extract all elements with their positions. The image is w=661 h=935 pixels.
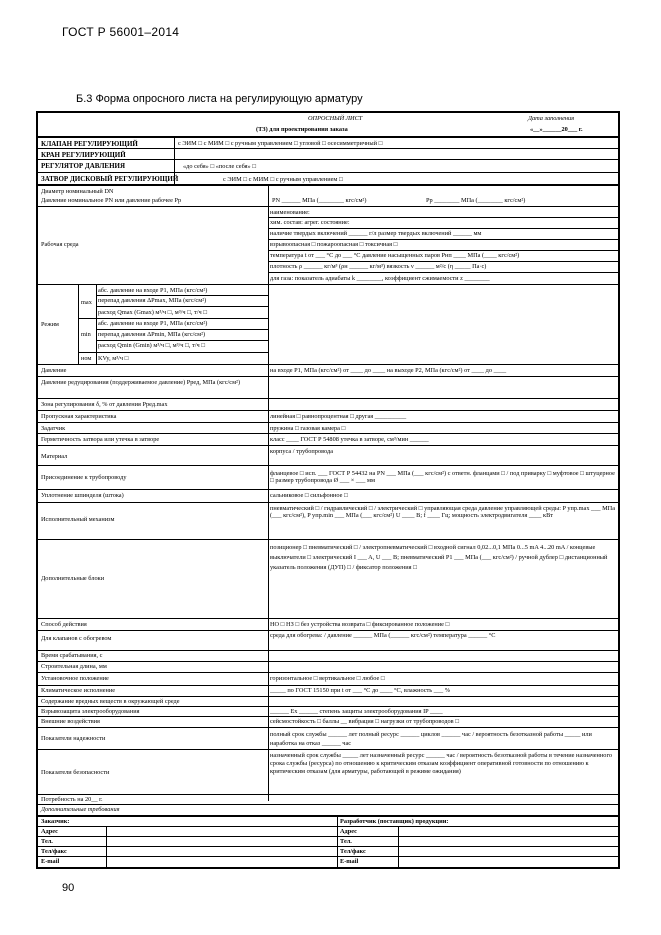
mode-max: max: [81, 299, 92, 306]
row-label-external: Внешние воздействия: [41, 718, 100, 725]
customer-fax-label: Тел/факс: [41, 848, 67, 855]
developer-address-label: Адрес: [340, 828, 357, 835]
row-label-heating: Для клапанов с обогревом: [41, 635, 112, 642]
row-value-orientation[interactable]: горизонтальное □ вертикальное □ любое □: [270, 675, 385, 682]
pp-value[interactable]: Pp ________ МПа (________ кгс/см²): [426, 197, 526, 204]
mode-row[interactable]: расход Qmax (Gmax) м³/ч □, м³/ч □, т/ч □: [98, 309, 208, 316]
row-label-explosion: Взрывозащита электрооборудования: [41, 708, 140, 715]
row-label-climate: Климатическое исполнение: [41, 687, 116, 694]
type-row-regulator-options[interactable]: «до себя» □ «после себя» □: [183, 163, 257, 170]
customer-phone-label: Тел.: [41, 838, 53, 845]
mode-row[interactable]: абс. давление на входе P1, МПа (кгс/см²): [98, 287, 208, 294]
row-value-heating[interactable]: среда для обогрева: / давление ______ МПа (______ кгс/см²) температура ______ °С: [270, 632, 496, 639]
page-number: 90: [62, 882, 75, 894]
row-value-extra-blocks[interactable]: позиционер □ пневматический □ / электропневматический □ входной сигнал 0,02...0,1 МПа 0...5 mA 4...20 mA / концевые выключатели □ электрический I ___ A, U ___ B; пневматический P1 ___ МПа (___ кгс/см²) / ручной дублер □ дистанционный указатель положения (ДУП) □ / фиксатор положения □: [270, 544, 608, 572]
row-label-reliability: Показатели надежности: [41, 735, 106, 742]
questionnaire-form: [36, 111, 620, 869]
row-value-setter[interactable]: пружина □ газовая камера □: [270, 425, 346, 432]
section-title: Б.3 Форма опросного листа на регулирующую арматуру: [76, 93, 363, 105]
row-label-characteristic: Пропускная характеристика: [41, 413, 117, 420]
medium-label: Рабочая среда: [41, 241, 79, 248]
row-label-hazards: Содержание вредных веществ в окружающей среде: [41, 698, 180, 705]
row-value-climate[interactable]: _____ по ГОСТ 15150 при t от ___ °С до ____ °С, влажность ___ %: [270, 687, 451, 694]
row-label-setter: Задатчик: [41, 425, 66, 432]
row-value-seal[interactable]: сальниковое □ сильфонное □: [270, 492, 348, 499]
type-row-disk: ЗАТВОР ДИСКОВЫЙ РЕГУЛИРУЮЩИЙ: [41, 175, 179, 183]
type-row-regulator: РЕГУЛЯТОР ДАВЛЕНИЯ: [41, 162, 126, 170]
type-row-disk-options[interactable]: с ЭИМ □ с МИМ □ с ручным управлением □: [223, 176, 343, 183]
row-label-action: Способ действия: [41, 621, 87, 628]
type-row-valve-options[interactable]: с ЭИМ □ с МИМ □ с ручным управлением □ угловой □ осесимметричный □: [178, 140, 383, 147]
medium-row[interactable]: хим. состав: агрег. состояние:: [270, 219, 350, 226]
standard-header: ГОСТ Р 56001–2014: [62, 25, 180, 39]
medium-row[interactable]: взрывоопасная □ пожароопасная □ токсичная □: [270, 241, 398, 248]
medium-row[interactable]: температура t от ___ °С до ___ °С давление насыщенных паров Pнп ____ МПа (____ кгс/см²): [270, 252, 520, 259]
row-label-extra-requirements: Дополнительные требования: [41, 806, 120, 813]
row-label-orientation: Установочное положение: [41, 675, 109, 682]
mode-row[interactable]: перепад давления ΔPmax, МПа (кгс/см²): [98, 297, 207, 304]
row-label-tightness: Герметичность затвора или утечка в затворе: [41, 436, 160, 443]
row-value-external[interactable]: сейсмостойкость □ баллы __ вибрация □ нагрузки от трубопроводов □: [270, 718, 460, 725]
mode-row[interactable]: перепад давления ΔPmin, МПа (кгс/см²): [98, 331, 206, 338]
row-label-demand: Потребность на 20__ г.: [41, 796, 103, 803]
mode-row[interactable]: абс. давление на входе P1, МПа (кгс/см²): [98, 320, 208, 327]
row-label-pressure: Давление: [41, 367, 67, 374]
row-label-extra-blocks: Дополнительные блоки: [41, 575, 105, 582]
mode-row[interactable]: расход Qmin (Gmin) м³/ч □, м³/ч □, т/ч □: [98, 342, 206, 349]
row-label-length: Строительная длина, мм: [41, 663, 107, 670]
form-title: ОПРОСНЫЙ ЛИСТ: [308, 115, 363, 122]
developer-fax-label: Тел/факс: [340, 848, 366, 855]
medium-row[interactable]: наименование:: [270, 209, 310, 216]
medium-row[interactable]: для газа: показатель адиабаты k ________, коэффициент сжимаемости z ________: [270, 275, 490, 282]
type-row-valve: КЛАПАН РЕГУЛИРУЮЩИЙ: [41, 140, 138, 148]
row-value-safety[interactable]: назначенный срок службы _____ лет назначенный ресурс ______ час / вероятность безотказной работы в течение назначенного срока службы (ресурса) по отношению к критическим отказам коэффициент оперативной готовности по отношению к критическим отказам (для арматуры, работающей в режиме ожидания): [270, 752, 613, 776]
row-label-response-time: Время срабатывания, с: [41, 652, 103, 659]
mode-nom: ном: [81, 355, 92, 362]
mode-min: min: [81, 331, 91, 338]
row-label-zone: Зона регулирования δ, % от давления Pред.max: [41, 401, 168, 408]
row-label-safety: Показатели безопасности: [41, 769, 110, 776]
date-value[interactable]: «__»______20___ г.: [530, 126, 583, 133]
medium-row[interactable]: наличие твердых включений ______ г/л размер твердых включений ______ мм: [270, 230, 482, 237]
row-value-characteristic[interactable]: линейная □ равнопроцентная □ другая __________: [270, 413, 407, 420]
developer-title: Разработчик (поставщик) продукции:: [340, 818, 449, 825]
row-value-material[interactable]: корпуса / трубопровода: [270, 448, 333, 455]
developer-phone-label: Тел.: [340, 838, 352, 845]
row-value-actuator[interactable]: пневматический □ / гидравлический □ / электрический □ управляющая среда давление управляющей среды: P упр.max ___ МПа (___ кгс/см²), P упр.min ___ МПа (___ кгс/см²) U ____ B; f ____ Гц; мощность электродвигателя ____ кВт: [270, 505, 616, 520]
row-label-actuator: Исполнительный механизм: [41, 516, 115, 523]
row-value-explosion[interactable]: ______ Ex ______ степень защиты электрооборудования IP ____: [270, 708, 443, 715]
medium-row[interactable]: плотность ρ ______ кг/м³ (ρн ______ кг/м³) вязкость ν ______ м²/с (η _____ Па·с): [270, 263, 487, 270]
customer-title: Заказчик:: [41, 818, 70, 825]
row-value-action[interactable]: НО □ НЗ □ без устройства возврата □ фиксированное положение □: [270, 621, 450, 628]
row-value-connection[interactable]: фланцевое □ исп. ___ ГОСТ Р 54432 на PN ___ МПа (___ кгс/см²) с ответн. фланцами □ / под приварку □ муфтовое □ штуцерное □ размер трубопровода Ø ___ × ___ мм: [270, 470, 615, 485]
row-label-connection: Присоединение к трубопроводу: [41, 474, 127, 481]
pn-value[interactable]: PN ______ МПа (________ кгс/см²): [272, 197, 367, 204]
row-label-material: Материал: [41, 453, 68, 460]
row-label-reduction: Давление редуцирования (поддерживаемое давление) Pред, МПа (кгс/см²): [41, 379, 241, 386]
type-row-tap: КРАН РЕГУЛИРУЮЩИЙ: [41, 151, 126, 159]
pn-label: Давление номинальное PN или давление рабочее Pp: [41, 197, 182, 204]
mode-row[interactable]: KVy, м³/ч □: [98, 355, 129, 362]
customer-address-label: Адрес: [41, 828, 58, 835]
dn-label: Диаметр номинальный DN: [41, 188, 114, 195]
mode-label: Режим: [41, 321, 59, 328]
row-value-pressure[interactable]: на входе P1, МПа (кгс/см²) от ____ до ____ на выходе P2, МПа (кгс/см²) от ____ до ____: [270, 367, 507, 374]
developer-email-label: E-mail: [340, 858, 359, 865]
row-label-seal: Уплотнение шпинделя (штока): [41, 492, 124, 499]
customer-email-label: E-mail: [41, 858, 60, 865]
row-value-tightness[interactable]: класс ____ ГОСТ Р 54808 утечка в затворе, см³/мин ______: [270, 436, 429, 443]
row-value-reliability[interactable]: полный срок службы ______ лет полный ресурс ______ циклов ______ час / вероятность безотказной работы _____ или наработка на отказ ______ час: [270, 731, 592, 748]
date-label: Дата заполнения: [528, 115, 575, 122]
form-subtitle: (ТЗ) для проектирования заказа: [256, 126, 348, 133]
